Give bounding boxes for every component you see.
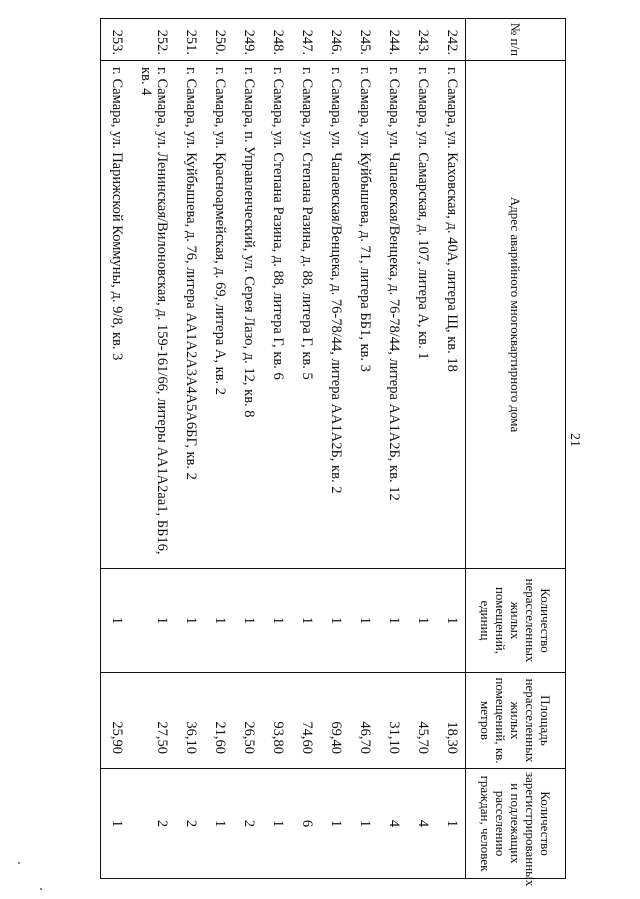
row-num: 248. (262, 19, 291, 61)
row-people: 2 (233, 769, 262, 879)
page-number: 21 (567, 433, 582, 447)
row-qty: 1 (101, 569, 131, 673)
row-qty: 1 (204, 569, 233, 673)
row-area: 45,70 (407, 673, 436, 769)
row-people: 4 (407, 769, 436, 879)
row-num: 253. (101, 19, 131, 61)
table-row (291, 19, 320, 879)
row-people: 4 (378, 769, 407, 879)
table-row (436, 19, 466, 879)
row-address: г. Самара, ул. Чапаевская/Венцека, д. 76-78/44, литера АА1А2Б, кв. 12 (378, 61, 407, 569)
row-num: 245. (349, 19, 378, 61)
row-people: 2 (130, 769, 175, 879)
table-row (204, 19, 233, 879)
header-qty: Количество нерасселенных жилых помещений, единиц (466, 569, 566, 673)
row-num: 252. (130, 19, 175, 61)
table-row (378, 19, 407, 879)
row-area: 46,70 (349, 673, 378, 769)
row-area: 27,50 (130, 673, 175, 769)
header-address: Адрес аварийного многоквартирного дома (466, 61, 566, 569)
row-address: г. Самара, ул. Чапаевская/Венцека, д. 76-78/44, литера АА1А2Б, кв. 2 (320, 61, 349, 569)
table-row (320, 19, 349, 879)
row-people: 1 (204, 769, 233, 879)
row-area: 36,10 (175, 673, 204, 769)
row-qty: 1 (262, 569, 291, 673)
row-area: 25,90 (101, 673, 131, 769)
row-area: 74,60 (291, 673, 320, 769)
row-area: 31,10 (378, 673, 407, 769)
row-num: 246. (320, 19, 349, 61)
scan-speck (18, 862, 20, 864)
row-address: г. Самара, п. Управленческий, ул. Серея Лазо, д. 12, кв. 8 (233, 61, 262, 569)
row-people: 2 (175, 769, 204, 879)
row-people: 1 (101, 769, 131, 879)
header-num: № п/п (466, 19, 566, 61)
row-num: 247. (291, 19, 320, 61)
row-address: г. Самара, ул. Красноармейская, д. 69, литера А, кв. 2 (204, 61, 233, 569)
emergency-housing-table (100, 18, 566, 887)
row-people: 1 (436, 769, 466, 879)
table-row (233, 19, 262, 879)
table-row (175, 19, 204, 879)
row-area: 18,30 (436, 673, 466, 769)
row-address: г. Самара, ул. Степана Разина, д. 88, литера Г, кв. 6 (262, 61, 291, 569)
scan-speck (40, 888, 42, 890)
row-qty: 1 (436, 569, 466, 673)
row-area: 26,50 (233, 673, 262, 769)
row-address: г. Самара, ул. Самарская, д. 107, литера А, кв. 1 (407, 61, 436, 569)
table-row (262, 19, 291, 879)
row-qty: 1 (130, 569, 175, 673)
row-num: 242. (436, 19, 466, 61)
row-people: 1 (320, 769, 349, 879)
row-num: 243. (407, 19, 436, 61)
row-people: 1 (349, 769, 378, 879)
table-header-row (466, 19, 566, 879)
row-num: 244. (378, 19, 407, 61)
row-address: г. Самара, ул. Парижской Коммуны, д. 9/8, кв. 3 (101, 61, 131, 569)
row-qty: 1 (349, 569, 378, 673)
row-area: 69,40 (320, 673, 349, 769)
row-address: г. Самара, ул. Ленинская/Вилоновская, д. 159-161/66, литеры АА1А2аа1, ББ16, кв. 4 (130, 61, 175, 569)
row-num: 251. (175, 19, 204, 61)
row-address: г. Самара, ул. Куйбышева, д. 71, литера ББ1, кв. 3 (349, 61, 378, 569)
row-qty: 1 (378, 569, 407, 673)
row-address: г. Самара, ул. Степана Разина, д. 88, литера Г, кв. 5 (291, 61, 320, 569)
row-address: г. Самара, ул. Каховская, д. 40А, литера Щ, кв. 18 (436, 61, 466, 569)
table-row (407, 19, 436, 879)
table-row (130, 19, 175, 879)
row-area: 93,80 (262, 673, 291, 769)
row-qty: 1 (233, 569, 262, 673)
table-row (349, 19, 378, 879)
header-area: Площадь нерасселенных жилых помещений, кв. метров (466, 673, 566, 769)
row-address: г. Самара, ул. Куйбышева, д. 76, литера АА1А2А3А4А5А6БГ, кв. 2 (175, 61, 204, 569)
header-people: Количество зарегистрированных и подлежащих расселению граждан, человек (466, 769, 566, 879)
row-qty: 1 (175, 569, 204, 673)
row-num: 250. (204, 19, 233, 61)
row-qty: 1 (407, 569, 436, 673)
row-qty: 1 (320, 569, 349, 673)
rotated-content (28, 18, 588, 887)
row-area: 21,60 (204, 673, 233, 769)
row-people: 1 (262, 769, 291, 879)
row-qty: 1 (291, 569, 320, 673)
row-people: 6 (291, 769, 320, 879)
table-row (101, 19, 131, 879)
row-num: 249. (233, 19, 262, 61)
